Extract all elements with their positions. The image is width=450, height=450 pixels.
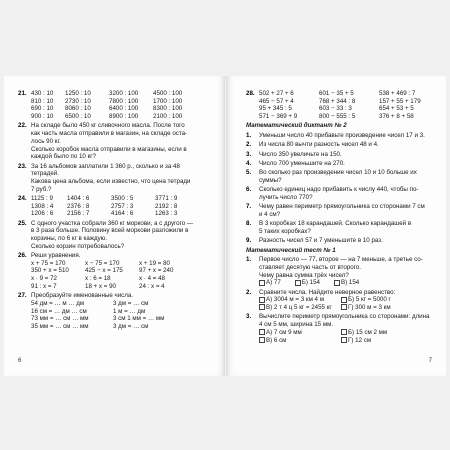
checkbox-icon — [259, 337, 265, 343]
option-label: В) 6 см — [266, 336, 287, 344]
item-number: 2. — [246, 288, 252, 296]
dictation-item-8 — [246, 220, 436, 235]
expr: 538 + 469 : 7 — [379, 90, 416, 97]
item-number: 1. — [246, 132, 252, 140]
option-label: А) 77 — [266, 279, 281, 287]
text-line: Разность чисел 57 и 7 уменьшите в 10 раз. — [259, 237, 383, 245]
option-label: А) 3004 м = 3 км 4 м — [266, 296, 324, 304]
conversion: 73 мм = … см … мм — [31, 315, 89, 323]
equation: x · 4 = 48 — [139, 275, 165, 283]
expr: 2100 : 100 — [153, 113, 183, 121]
option-label: Г) 300 м = 3 км — [348, 304, 391, 312]
expr: 900 : 10 — [31, 113, 54, 121]
item-number: 4. — [246, 160, 252, 167]
text-line: лучить число 770? — [259, 194, 313, 201]
text-line: Уменьши число 40 прибавьте произведение чисел 17 и 3. — [259, 132, 425, 140]
conversion: 16 см = … дм … см — [31, 307, 87, 315]
text-line: в 3 раза больше. Половину всей моркови разложили в — [31, 227, 189, 235]
task-number: 24. — [18, 194, 27, 202]
text-line: На складе было 450 кг сливочного масла. После того — [31, 122, 185, 130]
checkbox-icon — [341, 337, 347, 343]
checkbox-icon — [341, 297, 347, 303]
dictation-item-2 — [246, 141, 436, 149]
left-page — [4, 76, 225, 376]
item-number: 2. — [246, 141, 252, 149]
checkbox-icon — [295, 280, 301, 286]
option-label: Г) 12 см — [348, 336, 372, 344]
text-line: каждой было по 10 кг? — [31, 153, 96, 161]
text-line: 7 руб.? — [31, 185, 52, 193]
text-line: Из числа 80 вычти разность чисел 48 и 4. — [259, 141, 379, 149]
right-page — [226, 76, 446, 376]
answer-options — [259, 296, 436, 311]
answer-options — [259, 279, 436, 287]
dictation-item-6 — [246, 186, 436, 201]
task-21 — [18, 90, 212, 121]
task-number: 21. — [18, 90, 27, 97]
page-number: 7 — [428, 358, 432, 365]
expr: 810 : 10 — [31, 97, 54, 105]
answer-option[interactable] — [334, 279, 359, 287]
text-line: Сколько коробок масла отправили в магазины, если в — [31, 145, 187, 153]
expr: 1206 : 6 — [31, 210, 54, 218]
text-line: 5 таких коробках? — [259, 228, 311, 235]
expr: 465 − 57 + 4 — [259, 97, 294, 105]
expr: 1263 : 3 — [155, 210, 178, 218]
text-line: и 4 см? — [259, 211, 281, 218]
dictation-item-7 — [246, 203, 436, 218]
dictation-item-4 — [246, 160, 436, 168]
answer-option[interactable] — [341, 296, 423, 304]
text-line: тетрадей. — [31, 170, 59, 178]
option-label: Б) 15 см 2 мм — [348, 328, 388, 336]
expr: 603 − 33 : 3 — [319, 105, 352, 113]
conversion: 3 см 1 мм = … мм — [113, 315, 165, 323]
option-label: А) 7 см 9 мм — [266, 328, 302, 336]
expr: 2192 : 8 — [155, 202, 178, 210]
task-number: 26. — [18, 252, 27, 260]
test-question-1 — [246, 256, 436, 287]
expr: 3200 : 100 — [109, 90, 139, 97]
answer-option[interactable] — [259, 279, 281, 287]
expr: 800 − 555 : 5 — [319, 113, 356, 121]
expr: 4164 : 6 — [111, 210, 134, 218]
expr: 2730 : 10 — [65, 97, 91, 105]
equation: x + 75 = 170 — [31, 259, 66, 267]
item-number: 5. — [246, 169, 252, 177]
expr: 601 − 35 + 5 — [319, 90, 354, 97]
text-line: За 16 альбомов заплатили 1 360 р., сколько и за 48 — [31, 162, 180, 170]
text-line: Вычислите периметр прямоугольника со сторонами: длина — [259, 313, 430, 321]
expr: 768 + 344 : 8 — [319, 97, 356, 105]
item-number: 7. — [246, 203, 252, 211]
task-number: 23. — [18, 162, 27, 170]
expr: 8300 : 100 — [153, 105, 183, 113]
expr: 1404 : 6 — [67, 194, 90, 202]
task-24 — [18, 195, 212, 218]
text-line: Первое число — 77, второе — на 7 меньше, а третье со- — [259, 256, 423, 264]
equation: 350 + x = 510 — [31, 267, 69, 275]
answer-option[interactable] — [259, 329, 341, 337]
checkbox-icon — [259, 280, 265, 286]
answer-option[interactable] — [341, 304, 423, 312]
conversion: 3 дм = … см — [113, 299, 149, 307]
expr: 502 + 27 + 6 — [259, 90, 294, 97]
expr: 1250 : 10 — [65, 90, 91, 97]
expression-grid — [259, 90, 436, 121]
equation: x · 9 = 72 — [31, 275, 57, 283]
expr: 7800 : 100 — [109, 97, 139, 105]
text-line: Сколько корзин потребовалось? — [31, 242, 125, 250]
checkbox-icon — [259, 304, 265, 310]
checkbox-icon — [334, 280, 340, 286]
expr: 8060 : 10 — [65, 105, 91, 113]
test-question-2 — [246, 289, 436, 312]
text-line: 4 см 5 мм, ширина 15 мм. — [259, 321, 334, 329]
text-line: корзины, по 6 кг в каждую. — [31, 235, 108, 243]
equation: x + 19 = 80 — [139, 259, 170, 267]
checkbox-icon — [341, 329, 347, 335]
answer-option[interactable] — [341, 337, 423, 345]
text-line: В 3 коробках 18 карандашей. Сколько карандашей в — [259, 220, 412, 228]
equation: x − 75 = 170 — [85, 259, 120, 267]
page-number: 6 — [18, 358, 22, 365]
text-line: С одного участка собрали 360 кг моркови, а с другого — — [31, 219, 194, 227]
option-label: Б) 5 кг = 5000 г — [348, 296, 391, 304]
expr: 4500 : 100 — [153, 90, 183, 97]
expr: 8900 : 100 — [109, 113, 139, 121]
task-22 — [18, 122, 212, 161]
expr: 1308 : 4 — [31, 202, 54, 210]
equation: 425 − x = 175 — [85, 267, 123, 275]
test-question-3 — [246, 313, 436, 344]
text-line: Сравните числа. Найдите неверное равенство: — [259, 288, 396, 296]
dictation-title: Математический диктант № 2 — [246, 122, 347, 130]
item-number: 8. — [246, 220, 252, 228]
task-title: Реши уравнения. — [31, 252, 81, 260]
item-number: 1. — [246, 256, 252, 264]
task-26 — [18, 252, 212, 291]
item-number: 3. — [246, 150, 252, 158]
dictation-item-9 — [246, 237, 436, 245]
option-label: Б) 154 — [301, 279, 320, 287]
conversion: 1 м = … дм — [113, 307, 146, 315]
text-line: Число 700 уменьшите на 270. — [259, 160, 345, 167]
text-line: Какова цена альбома, если известно, что цена тетради — [31, 177, 191, 185]
task-25 — [18, 220, 212, 251]
task-number: 25. — [18, 219, 27, 227]
expr: 157 + 55 + 179 — [379, 97, 421, 105]
equation: 24 : x = 4 — [139, 282, 165, 290]
dictation-item-5 — [246, 169, 436, 184]
conversion-grid — [31, 300, 212, 331]
checkbox-icon — [259, 329, 265, 335]
checkbox-icon — [341, 304, 347, 310]
right-page-content — [246, 90, 436, 346]
text-line: Число 350 увеличьте на 150. — [259, 150, 342, 158]
task-title: Преобразуйте именованные числа. — [31, 292, 134, 300]
text-line: Чему равна сумма трёх чисел? — [259, 271, 349, 279]
equation: x : 6 = 18 — [85, 275, 111, 283]
expr: 2757 : 3 — [111, 202, 134, 210]
task-27 — [18, 292, 212, 331]
task-28 — [246, 90, 436, 121]
expr: 430 : 10 — [31, 90, 54, 97]
division-grid — [31, 195, 212, 218]
equation: 18 + x = 90 — [85, 282, 116, 290]
expr: 654 + 53 + 5 — [379, 105, 414, 113]
answer-option[interactable] — [259, 337, 341, 345]
task-number: 28. — [246, 90, 255, 97]
dictation-item-3 — [246, 151, 436, 159]
conversion: 3 дм = … см — [113, 322, 149, 330]
text-line: Чему равен периметр прямоугольника со сторонами 7 см — [259, 203, 425, 211]
answer-option[interactable] — [259, 304, 341, 312]
open-book — [0, 76, 450, 376]
equation: 91 : x = 7 — [31, 282, 57, 290]
conversion: 54 дм = … м … дм — [31, 299, 85, 307]
answer-option[interactable] — [341, 329, 423, 337]
answer-option[interactable] — [259, 296, 341, 304]
answer-option[interactable] — [295, 279, 320, 287]
expr: 571 − 369 + 9 — [259, 113, 298, 121]
test-title: Математический тест № 1 — [246, 246, 336, 254]
dictation-item-1 — [246, 132, 436, 140]
task-number: 22. — [18, 122, 27, 130]
division-grid — [31, 90, 212, 121]
expr: 6500 : 10 — [65, 113, 91, 121]
option-label: В) 154 — [340, 279, 360, 287]
expr: 3771 : 9 — [155, 194, 178, 202]
text-line: как часть масла отправили в магазин, на складе оста- — [31, 130, 188, 138]
equation: 97 + x = 240 — [139, 267, 174, 275]
expr: 1700 : 100 — [153, 97, 183, 105]
equation-grid — [31, 260, 212, 291]
expr: 2156 : 7 — [67, 210, 90, 218]
conversion: 35 мм = … см … мм — [31, 322, 89, 330]
expr: 2376 : 8 — [67, 202, 90, 210]
item-number: 9. — [246, 237, 252, 245]
checkbox-icon — [259, 297, 265, 303]
text-line: суммы? — [259, 177, 282, 184]
option-label: В) 2 т 4 ц 5 кг = 2455 кг — [266, 304, 332, 312]
expr: 1125 : 9 — [31, 194, 53, 202]
item-number: 3. — [246, 313, 252, 321]
task-23 — [18, 163, 212, 194]
expr: 690 : 10 — [31, 105, 54, 113]
text-line: ставляет десятую часть от второго. — [259, 264, 361, 271]
expr: 95 + 345 : 5 — [259, 105, 292, 113]
left-page-content — [18, 90, 212, 332]
text-line: лось 90 кг. — [31, 137, 61, 145]
expr: 6400 : 100 — [109, 105, 139, 113]
answer-options — [259, 329, 436, 344]
text-line: Сколько единиц надо прибавить к числу 440, чтобы по- — [259, 186, 419, 194]
text-line: Во сколько раз произведение чисел 10 и 10 больше их — [259, 169, 417, 177]
task-number: 27. — [18, 292, 27, 300]
expr: 376 + 8 + 58 — [379, 113, 414, 121]
item-number: 6. — [246, 186, 252, 194]
expr: 3500 : 5 — [111, 194, 134, 202]
